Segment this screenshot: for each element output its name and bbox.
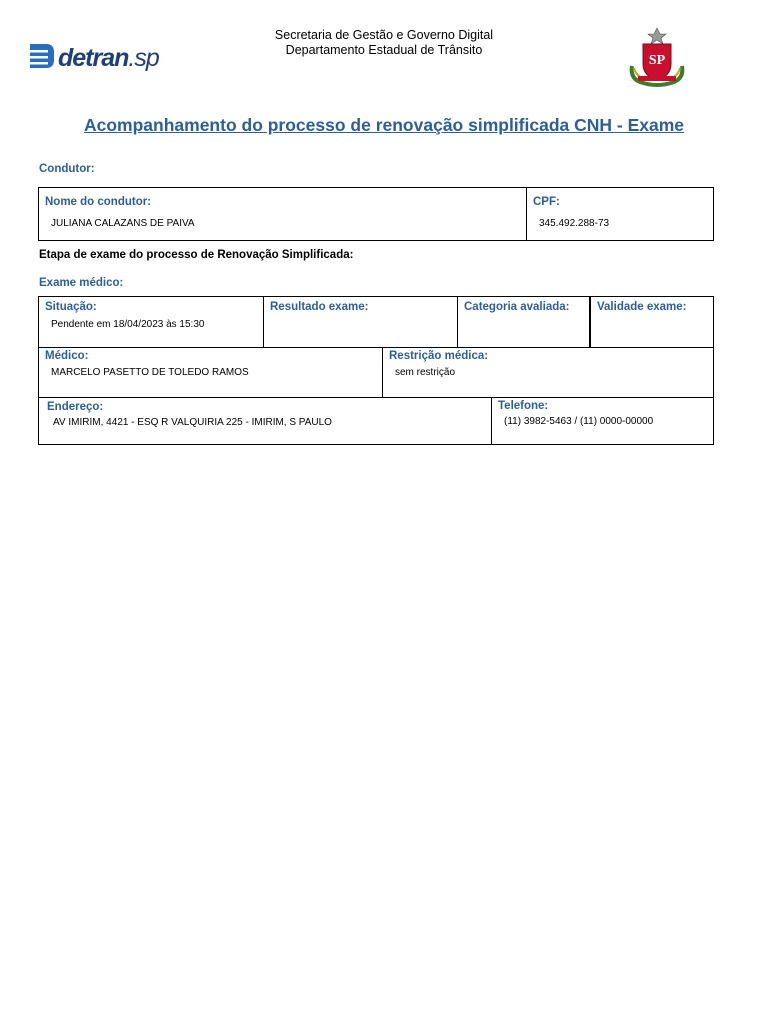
situacao-cell bbox=[39, 297, 263, 347]
condutor-section-label: Condutor: bbox=[39, 163, 95, 175]
condutor-cpf-cell bbox=[526, 188, 713, 240]
org-line-2: Departamento Estadual de Trânsito bbox=[285, 43, 483, 57]
etapa-label: Etapa de exame do processo de Renovação Simplificada: bbox=[39, 249, 354, 261]
exame-box bbox=[38, 296, 714, 445]
endereco-cell bbox=[39, 398, 491, 444]
validade-cell bbox=[589, 297, 713, 347]
situacao-value: Pendente em 18/04/2023 às 15:30 bbox=[51, 319, 205, 330]
medico-value: MARCELO PASETTO DE TOLEDO RAMOS bbox=[51, 367, 249, 378]
condutor-box bbox=[38, 187, 714, 241]
logo-wordmark: detran.sp bbox=[58, 44, 159, 72]
page-title: Acompanhamento do processo de renovação simplificada CNH - Exame bbox=[83, 115, 685, 135]
restricao-label: Restrição médica: bbox=[389, 350, 489, 362]
telefone-cell bbox=[491, 398, 713, 444]
condutor-name-cell bbox=[39, 188, 526, 240]
cpf-label: CPF: bbox=[533, 196, 560, 208]
org-line-1: Secretaria de Gestão e Governo Digital bbox=[274, 28, 494, 42]
exame-row-2 bbox=[39, 347, 713, 397]
endereco-label: Endereço: bbox=[47, 401, 104, 413]
medico-cell bbox=[39, 348, 382, 397]
resultado-cell bbox=[263, 297, 457, 347]
endereco-value: AV IMIRIM, 4421 - ESQ R VALQUIRIA 225 - IMIRIM, S PAULO bbox=[53, 417, 332, 428]
condutor-name-value: JULIANA CALAZANS DE PAIVA bbox=[51, 218, 195, 229]
cpf-value: 345.492.288-73 bbox=[539, 218, 610, 229]
restricao-cell bbox=[382, 348, 713, 397]
situacao-label: Situação: bbox=[45, 301, 97, 313]
restricao-value: sem restrição bbox=[395, 367, 456, 378]
telefone-label: Telefone: bbox=[498, 400, 549, 412]
validade-label: Validade exame: bbox=[597, 301, 687, 313]
condutor-name-label: Nome do condutor: bbox=[45, 196, 152, 208]
categoria-cell bbox=[457, 297, 589, 347]
categoria-label: Categoria avaliada: bbox=[464, 301, 570, 313]
medico-label: Médico: bbox=[45, 350, 89, 362]
exame-row-1 bbox=[39, 297, 713, 347]
resultado-label: Resultado exame: bbox=[270, 301, 369, 313]
exame-row-3 bbox=[39, 397, 713, 444]
exame-section-label: Exame médico: bbox=[39, 277, 124, 289]
telefone-value: (11) 3982-5463 / (11) 0000-00000 bbox=[504, 416, 654, 427]
svg-text:SP: SP bbox=[648, 53, 666, 68]
sp-seal-icon bbox=[626, 26, 688, 88]
